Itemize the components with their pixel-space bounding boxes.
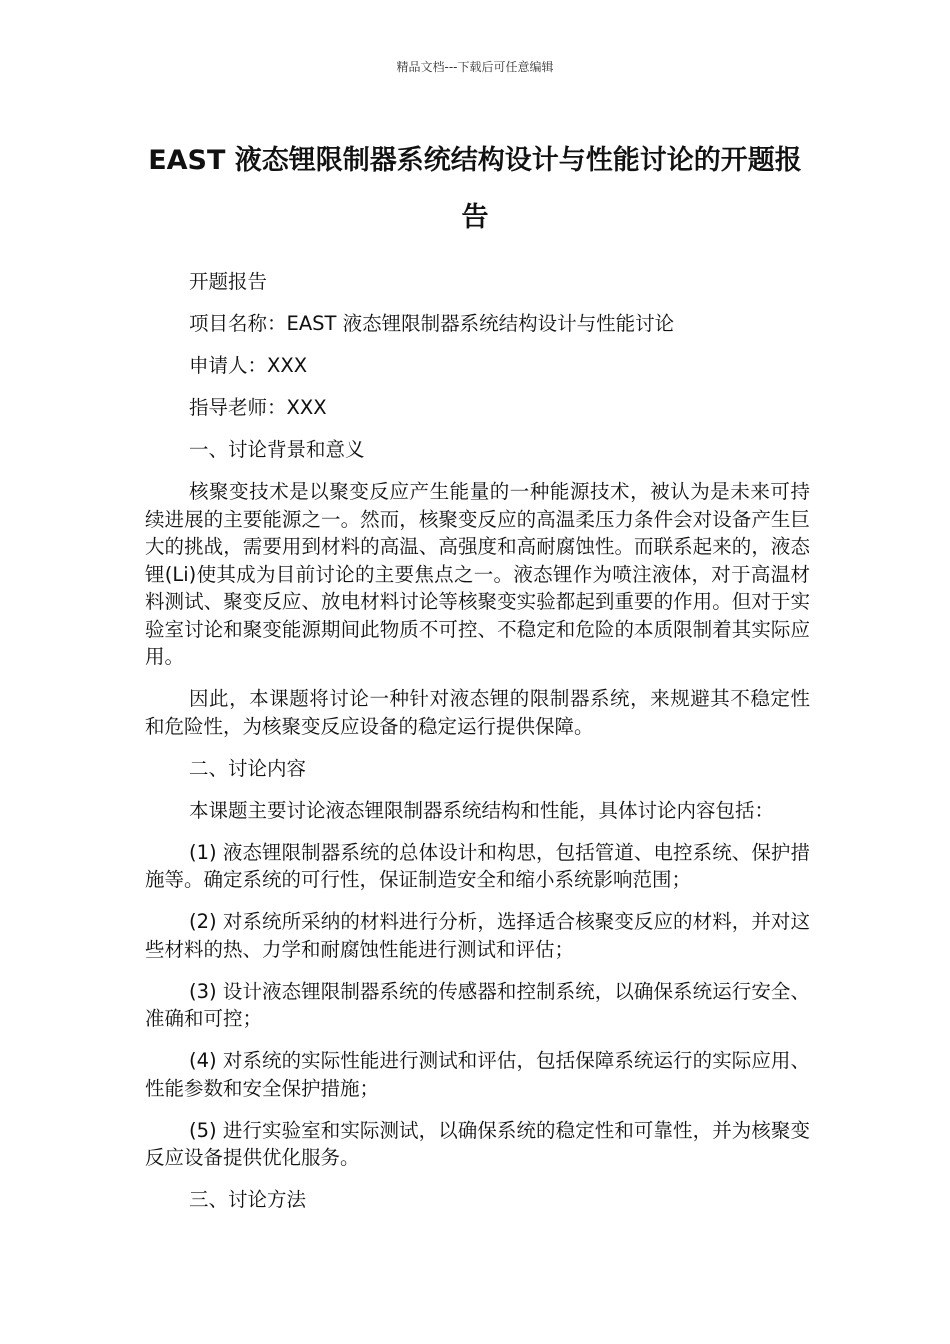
document-body: [145, 268, 810, 1228]
project-name: 项目名称：EAST 液态锂限制器系统结构设计与性能讨论: [189, 312, 675, 335]
content-item-2: (2) 对系统所采纳的材料进行分析，选择适合核聚变反应的材料，并对这些材料的热、力学和耐腐蚀性能进行测试和评估；: [145, 910, 810, 961]
content-item-5: (5) 进行实验室和实际测试，以确保系统的稳定性和可靠性，并为核聚变反应设备提供优化服务。: [145, 1118, 810, 1169]
content-intro: 本课题主要讨论液态锂限制器系统结构和性能，具体讨论内容包括：: [189, 798, 775, 822]
section-heading-method: 三、讨论方法: [189, 1188, 307, 1211]
background-paragraph-2: 因此，本课题将讨论一种针对液态锂的限制器系统，来规避其不稳定性和危险性，为核聚变反应设备的稳定运行提供保障。: [145, 687, 810, 738]
section-heading-content: 二、讨论内容: [189, 756, 307, 780]
content-item-1: (1) 液态锂限制器系统的总体设计和构思，包括管道、电控系统、保护措施等。确定系统的可行性，保证制造安全和缩小系统影响范围；: [145, 840, 810, 891]
document-title: EAST 液态锂限制器系统结构设计与性能讨论的开题报告: [148, 145, 802, 233]
report-label: 开题报告: [189, 270, 268, 293]
applicant: 申请人：XXX: [189, 354, 308, 377]
advisor: 指导老师：XXX: [189, 396, 327, 419]
page-header-watermark: 精品文档---下载后可任意编辑: [396, 60, 554, 74]
content-item-3: (3) 设计液态锂限制器系统的传感器和控制系统，以确保系统运行安全、准确和可控；: [145, 979, 810, 1030]
content-item-4: (4) 对系统的实际性能进行测试和评估，包括保障系统运行的实际应用、性能参数和安全保护措施；: [145, 1049, 810, 1100]
background-paragraph-1: 核聚变技术是以聚变反应产生能量的一种能源技术，被认为是未来可持续进展的主要能源之一。然而，核聚变反应的高温柔压力条件会对设备产生巨大的挑战，需要用到材料的高温、高强度和高耐腐蚀性。而联系起来的，液态锂(Li)使其成为目前讨论的主要焦点之一。液态锂作为喷注液体，对于高温材料测试、聚变反应、放电材料讨论等核聚变实验都起到重要的作用。但对于实验室讨论和聚变能源期间此物质不可控、不稳定和危险的本质限制着其实际应用。: [145, 480, 810, 668]
section-heading-background: 一、讨论背景和意义: [189, 438, 365, 461]
